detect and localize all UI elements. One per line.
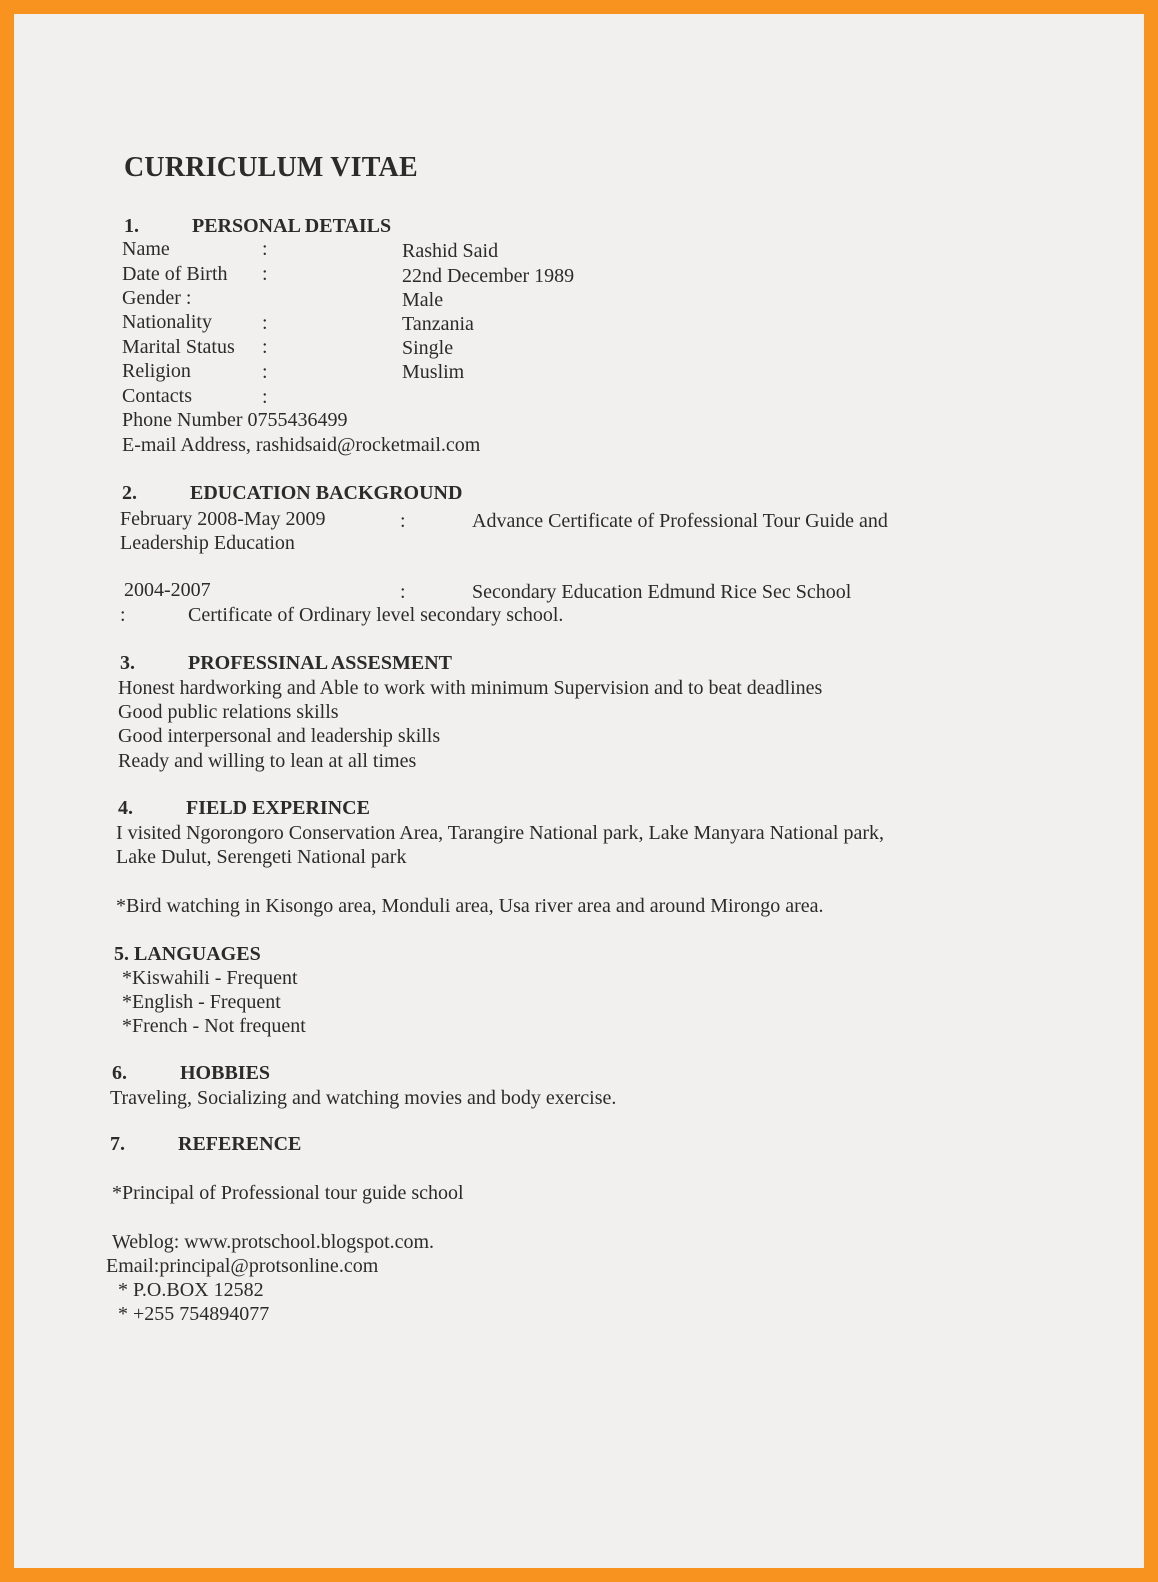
name-colon: : (262, 238, 268, 260)
language-item: *Kiswahili - Frequent (122, 967, 298, 989)
section-1-number: 1. (124, 215, 139, 237)
section-2-number: 2. (122, 482, 137, 504)
section-7-heading: REFERENCE (178, 1133, 302, 1155)
language-item: *French - Not frequent (122, 1015, 306, 1037)
contacts-colon: : (262, 386, 268, 408)
section-4-heading: FIELD EXPERINCE (186, 797, 370, 819)
gender-label: Gender : (122, 287, 192, 309)
dob-colon: : (262, 263, 268, 285)
nationality-colon: : (262, 312, 268, 334)
dob-value: 22nd December 1989 (402, 265, 575, 287)
phone-number: Phone Number 0755436499 (122, 409, 348, 431)
nationality-value: Tanzania (402, 313, 474, 335)
section-1-heading: PERSONAL DETAILS (192, 215, 392, 237)
section-7-number: 7. (110, 1133, 125, 1155)
marital-value: Single (402, 337, 454, 359)
language-item: *English - Frequent (122, 991, 281, 1013)
cv-page (14, 14, 1144, 1568)
field-experience-line-1: I visited Ngorongoro Conservation Area, Tarangire National park, Lake Manyara National park, (116, 822, 884, 844)
edu-2-certificate: Certificate of Ordinary level secondary school. (188, 604, 564, 626)
section-4-number: 4. (118, 797, 133, 819)
field-experience-line-2: Lake Dulut, Serengeti National park (116, 846, 407, 868)
edu-1-period: February 2008-May 2009 (120, 508, 326, 530)
section-3-number: 3. (120, 652, 135, 674)
reference-weblog: Weblog: www.protschool.blogspot.com. (112, 1231, 435, 1253)
edu-2-colon: : (400, 581, 406, 603)
nationality-label: Nationality (122, 311, 212, 333)
section-2-heading: EDUCATION BACKGROUND (190, 482, 463, 504)
email-address: E-mail Address, rashidsaid@rocketmail.com (122, 434, 481, 456)
reference-pobox: * P.O.BOX 12582 (118, 1279, 264, 1301)
section-6-heading: HOBBIES (180, 1062, 271, 1084)
edu-2-period: 2004-2007 (124, 579, 211, 601)
reference-email: Email:principal@protsonline.com (106, 1255, 379, 1277)
edu-1-colon: : (400, 510, 406, 532)
religion-colon: : (262, 361, 268, 383)
marital-colon: : (262, 336, 268, 358)
gender-value: Male (402, 289, 444, 311)
hobbies-text: Traveling, Socializing and watching movies and body exercise. (110, 1087, 617, 1109)
religion-label: Religion (122, 360, 191, 382)
name-value: Rashid Said (402, 240, 499, 262)
assessment-line: Good interpersonal and leadership skills (118, 725, 441, 747)
bird-watching: *Bird watching in Kisongo area, Monduli area, Usa river area and around Mirongo area. (116, 895, 824, 917)
reference-phone: * +255 754894077 (118, 1303, 270, 1325)
section-6-number: 6. (112, 1062, 127, 1084)
assessment-line: Good public relations skills (118, 701, 339, 723)
marital-label: Marital Status (122, 336, 235, 358)
name-label: Name (122, 238, 170, 260)
document-title: CURRICULUM VITAE (124, 152, 418, 183)
contacts-label: Contacts (122, 385, 192, 407)
assessment-line: Honest hardworking and Able to work with minimum Supervision and to beat deadlines (118, 677, 823, 699)
edu-1-description: Advance Certificate of Professional Tour Guide and (472, 510, 888, 532)
section-5-heading: 5. LANGUAGES (114, 943, 261, 965)
dob-label: Date of Birth (122, 263, 228, 285)
religion-value: Muslim (402, 361, 465, 383)
edu-2-description: Secondary Education Edmund Rice Sec School (472, 581, 852, 603)
edu-2-colon-prefix: : (120, 604, 126, 626)
edu-1-continuation: Leadership Education (120, 532, 295, 554)
assessment-line: Ready and willing to lean at all times (118, 750, 417, 772)
reference-principal: *Principal of Professional tour guide school (112, 1182, 464, 1204)
section-3-heading: PROFESSINAL ASSESMENT (188, 652, 452, 674)
